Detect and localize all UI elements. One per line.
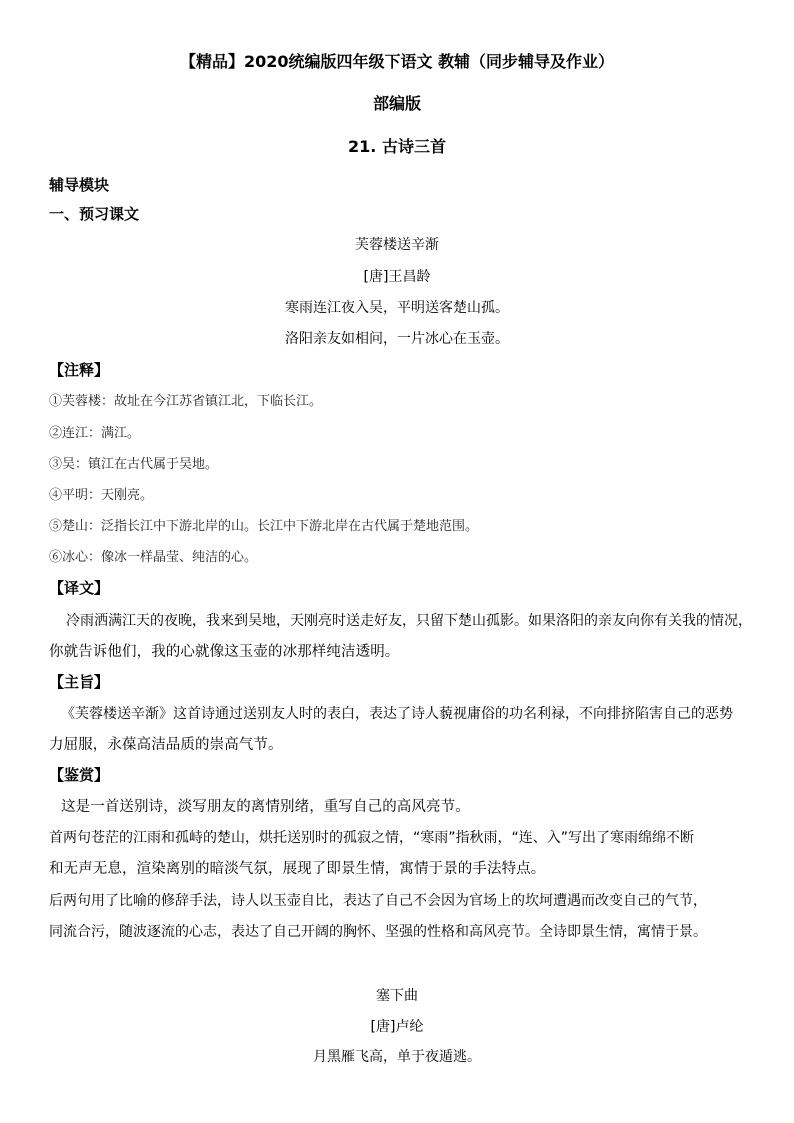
document-title: 【精品】2020统编版四年级下语文 教辅（同步辅导及作业）: [179, 52, 615, 71]
preview-heading: 一、预习课文: [49, 205, 140, 223]
theme-heading: 【主旨】: [49, 673, 110, 691]
poem2-title: 塞下曲: [376, 988, 418, 1004]
appreciation-line: 这是一首送别诗，淡写朋友的离情别绪，重写自己的高风亮节。: [61, 799, 470, 815]
note-item: ③吴：镇江在古代属于吴地。: [49, 457, 219, 472]
poem1-line: 寒雨连江夜入吴，平明送客楚山孤。: [285, 300, 509, 316]
theme-line: 《芙蓉楼送辛渐》这首诗通过送别友人时的表白，表达了诗人藐视庸俗的功名利禄，不向排挤陷害自己的恶势: [61, 706, 733, 722]
poem2-author: [唐]卢纶: [370, 1019, 424, 1035]
module-heading: 辅导模块: [49, 176, 110, 194]
poem1-title: 芙蓉楼送辛渐: [355, 237, 439, 253]
translation-line: 冷雨洒满江天的夜晚，我来到吴地，天刚亮时送走好友，只留下楚山孤影。如果洛阳的亲友向你有关我的情况，: [66, 613, 752, 629]
appreciation-line: 后两句用了比喻的修辞手法，诗人以玉壶自比，表达了自己不会因为官场上的坎坷遭遇而改变自己的气节，: [49, 893, 707, 909]
translation-heading: 【译文】: [49, 579, 110, 597]
appreciation-line: 首两句苍茫的江雨和孤峙的楚山，烘托送别时的孤寂之情，“寒雨”指秋雨，“连、入”写出了寒雨绵绵不断: [49, 830, 695, 846]
appreciation-line: 同流合污，随波逐流的心志，表达了自己开阔的胸怀、坚强的性格和高风亮节。全诗即景生情，寓情于景。: [49, 924, 707, 940]
lesson-title: 21. 古诗三首: [348, 137, 446, 156]
poem2-line: 月黑雁飞高，单于夜遁逃。: [313, 1049, 481, 1065]
theme-line: 力屈服，永葆高洁品质的崇高气节。: [49, 737, 283, 753]
note-item: ⑥冰心：像冰一样晶莹、纯洁的心。: [49, 550, 258, 565]
poem1-author: [唐]王昌龄: [363, 269, 431, 285]
translation-line: 你就告诉他们，我的心就像这玉壶的冰那样纯洁透明。: [49, 644, 400, 660]
note-item: ⑤楚山：泛指长江中下游北岸的山。长江中下游北岸在古代属于楚地范围。: [49, 519, 479, 534]
note-item: ④平明：天刚亮。: [49, 488, 154, 503]
notes-heading: 【注释】: [49, 361, 110, 379]
appreciation-heading: 【鉴赏】: [49, 766, 110, 784]
note-item: ①芙蓉楼：故址在今江苏省镇江北，下临长江。: [49, 394, 323, 409]
appreciation-line: 和无声无息，渲染离别的暗淡气氛，展现了即景生情，寓情于景的手法特点。: [49, 861, 546, 877]
poem1-line: 洛阳亲友如相问，一片冰心在玉壶。: [285, 331, 509, 347]
document-subtitle: 部编版: [372, 94, 421, 113]
note-item: ②连江：满江。: [49, 426, 141, 441]
